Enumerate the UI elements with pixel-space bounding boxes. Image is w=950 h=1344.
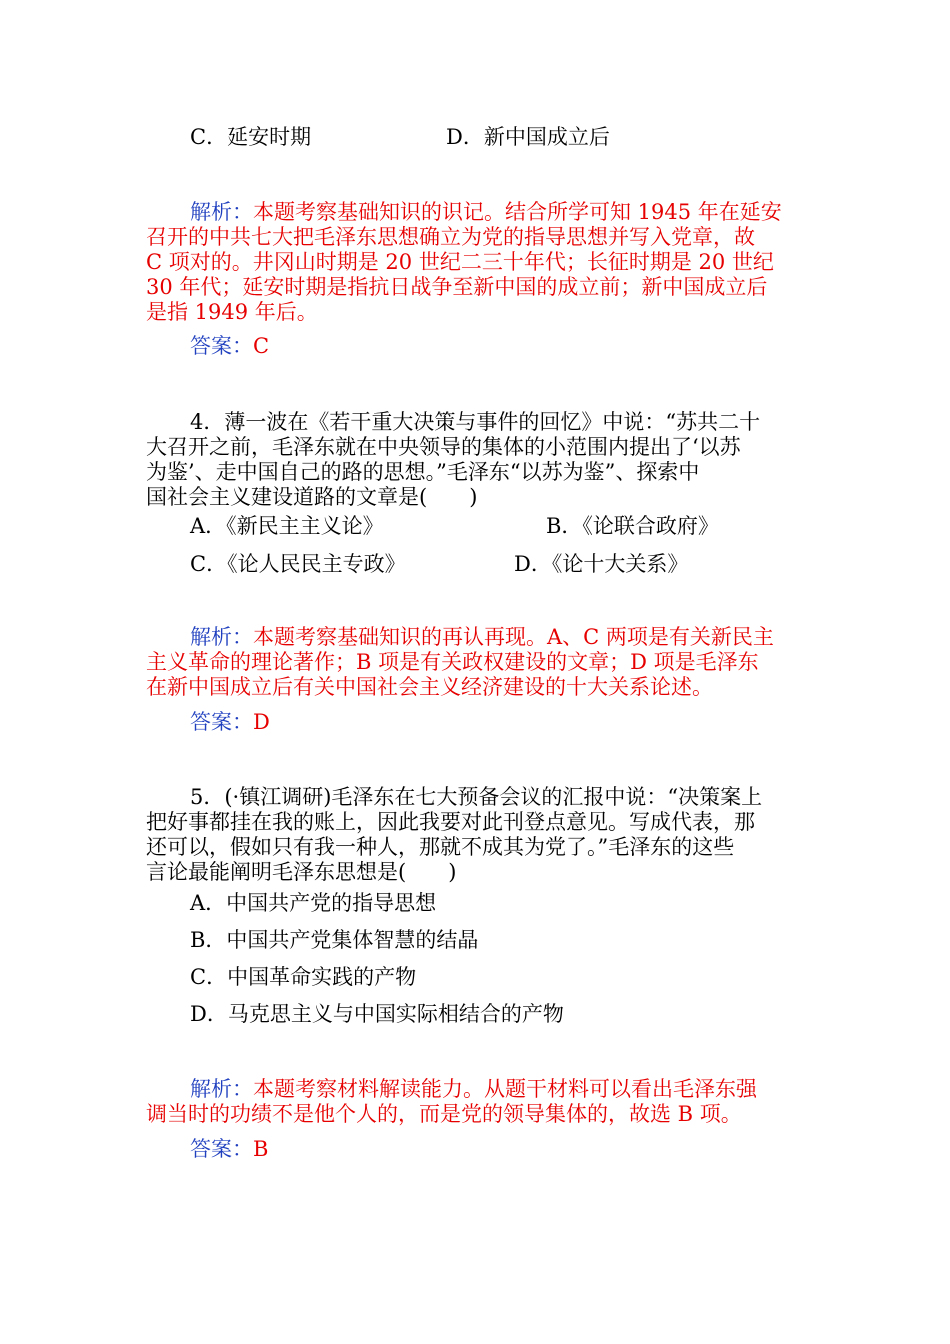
q3-analysis-line-1: 解析：本题考察基础知识的识记。结合所学可知 1945 年在延安: [190, 200, 782, 224]
q4-answer-value: D: [253, 710, 270, 734]
q4-stem-line-1: 4．薄一波在《若干重大决策与事件的回忆》中说：“苏共二十: [190, 410, 761, 434]
q5-answer-label: 答案：: [190, 1137, 253, 1161]
q4-answer: [190, 709, 270, 735]
q5-analysis-label: 解析：: [190, 1077, 253, 1101]
q3-option-c: C．延安时期: [190, 125, 312, 149]
q4-analysis-line-1: 解析：本题考察基础知识的再认再现。A、C 两项是有关新民主: [190, 625, 774, 649]
q4-option-d[interactable]: D．《论十大关系》: [514, 552, 689, 576]
q4-option-c[interactable]: C．《论人民民主专政》: [190, 552, 406, 576]
q3-analysis-line-2: 召开的中共七大把毛泽东思想确立为党的指导思想并写入党章，故: [146, 225, 755, 249]
q3-analysis-line-4: 30 年代；延安时期是指抗日战争至新中国的成立前；新中国成立后: [146, 275, 768, 299]
q5-stem-line-1: 5．(·镇江调研)毛泽东在七大预备会议的汇报中说：“决策案上: [190, 785, 763, 809]
q3-analysis-line-3: C 项对的。井冈山时期是 20 世纪二三十年代；长征时期是 20 世纪: [146, 250, 774, 274]
q3-answer-value: C: [253, 334, 270, 358]
q3-option-d: D．新中国成立后: [446, 125, 610, 149]
q5-option-a[interactable]: A．中国共产党的指导思想: [190, 891, 437, 915]
q4-stem-line-3: 为鉴’、走中国自己的路的思想。”毛泽东“以苏为鉴”、探索中: [146, 460, 700, 484]
q3-answer: [190, 333, 269, 359]
q5-answer: [190, 1136, 268, 1162]
q5-answer-value: B: [253, 1137, 269, 1161]
q5-option-d[interactable]: D．马克思主义与中国实际相结合的产物: [190, 1002, 564, 1026]
q5-stem-line-3: 还可以，假如只有我一种人，那就不成其为党了。”毛泽东的这些: [146, 835, 735, 859]
q4-option-b[interactable]: B．《论联合政府》: [546, 514, 719, 538]
q4-option-a[interactable]: A．《新民主主义论》: [190, 514, 384, 538]
q3-analysis-line-5: 是指 1949 年后。: [146, 300, 318, 324]
q3-answer-label: 答案：: [190, 334, 253, 358]
q5-analysis-line-1: 解析：本题考察材料解读能力。从题干材料可以看出毛泽东强: [190, 1077, 757, 1101]
q5-stem-line-2: 把好事都挂在我的账上，因此我要对此刊登点意见。写成代表，那: [146, 810, 755, 834]
q4-stem-line-4: 国社会主义建设道路的文章是( ): [146, 485, 478, 509]
q5-option-b[interactable]: B．中国共产党集体智慧的结晶: [190, 928, 479, 952]
q3-analysis-label: 解析：: [190, 200, 253, 224]
q4-analysis-line-3: 在新中国成立后有关中国社会主义经济建设的十大关系论述。: [146, 675, 713, 699]
q5-analysis-line-2: 调当时的功绩不是他个人的，而是党的领导集体的，故选 B 项。: [146, 1102, 742, 1126]
q5-stem-line-4: 言论最能阐明毛泽东思想是( ): [146, 860, 457, 884]
q4-analysis-line-2: 主义革命的理论著作；B 项是有关政权建设的文章；D 项是毛泽东: [146, 650, 759, 674]
q4-stem-line-2: 大召开之前，毛泽东就在中央领导的集体的小范围内提出了‘以苏: [146, 435, 741, 459]
q5-option-c[interactable]: C．中国革命实践的产物: [190, 965, 417, 989]
q4-answer-label: 答案：: [190, 710, 253, 734]
q4-analysis-label: 解析：: [190, 625, 253, 649]
